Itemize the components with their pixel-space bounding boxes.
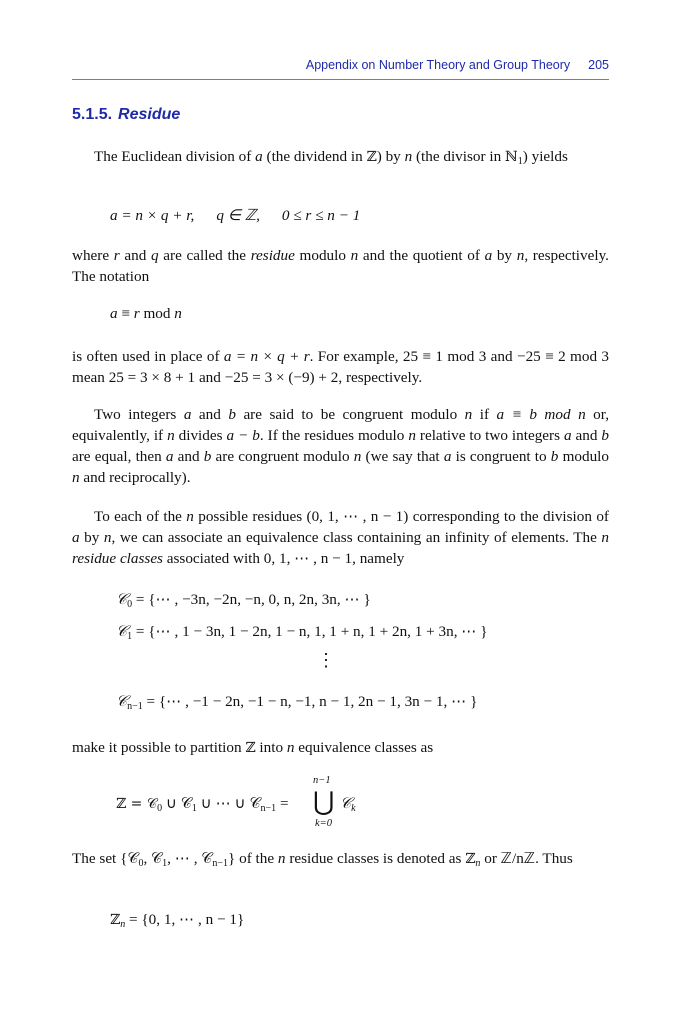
section-heading bbox=[72, 106, 180, 124]
paragraph-example: is often used in place of a = n × q + r. For example, 25 ≡ 1 mod 3 and −25 ≡ 2 mod 3 mean 25 = 3 × 8 + 1 and −25 = 3 × (−9) + 2, respectively. bbox=[72, 348, 609, 386]
running-head bbox=[72, 58, 609, 78]
paragraph-residue-definition: where r and q are called the residue modulo n and the quotient of a by n, respectively. The notation bbox=[72, 247, 609, 285]
section-number: 5.1.5. bbox=[72, 106, 113, 123]
equation-congruence-notation: a ≡ r mod n bbox=[110, 305, 182, 322]
paragraph-euclidean-division: The Euclidean division of a (the dividend in ℤ) by n (the divisor in ℕ$_1$) yields bbox=[94, 148, 568, 167]
union-upper-limit: n−1 bbox=[313, 775, 331, 786]
equation-partition: ℤ = 𝒞$_0$ ∪ 𝒞$_1$ ∪ ⋯ ∪ 𝒞$_{n-1}$ = bbox=[116, 795, 289, 814]
paragraph-congruence: Two integers a and b are said to be congruent modulo n if a ≡ b mod n or, equivalently, if n divides a − b. If the residues modulo n relative to two integers a and b are equal, then a and b are congruent modulo n (we say that a is congruent to b modulo n and reciprocally). bbox=[72, 406, 610, 486]
section-title: Residue bbox=[118, 106, 181, 123]
paragraph-residue-classes: To each of the n possible residues (0, 1, ⋯ , n − 1) corresponding to the division of a by n, we can associate an equivalence class containing an infinity of elements. The n residue classes associated with 0, 1, ⋯ , n − 1, namely bbox=[72, 508, 610, 567]
equation-class-c0: 𝒞$_0$ = {⋯ , −3n, −2n, −n, 0, n, 2n, 3n, ⋯ } bbox=[116, 590, 371, 610]
equation-division: a = n × q + r, q ∈ ℤ, 0 ≤ r ≤ n − 1 bbox=[110, 207, 361, 224]
equation-zn-set: ℤ$_n$ = {0, 1, ⋯ , n − 1} bbox=[110, 911, 245, 930]
term-residue-classes: residue classes bbox=[72, 550, 163, 567]
union-lower-limit: k=0 bbox=[315, 818, 332, 829]
big-union-symbol: ⋃ bbox=[313, 787, 335, 817]
equation-class-c1: 𝒞$_1$ = {⋯ , 1 − 3n, 1 − 2n, 1 − n, 1, 1 + n, 1 + 2n, 1 + 3n, ⋯ } bbox=[116, 622, 488, 642]
equation-class-cn-1: 𝒞$_{n-1}$ = {⋯ , −1 − 2n, −1 − n, −1, n − 1, 2n − 1, 3n − 1, ⋯ } bbox=[116, 692, 478, 712]
vertical-dots: ⋮ bbox=[317, 650, 335, 671]
page-number: 205 bbox=[588, 58, 609, 72]
paragraph-partition: make it possible to partition ℤ into n equivalence classes as bbox=[72, 739, 434, 756]
union-term: 𝒞$_k$ bbox=[340, 794, 356, 814]
paragraph-zn: The set {𝒞$_0$, 𝒞$_1$, ⋯ , 𝒞$_{n-1}$} of the n residue classes is denoted as ℤ$_n$ or ℤ/nℤ. Thus bbox=[72, 850, 573, 869]
header-rule bbox=[72, 79, 609, 80]
running-title: Appendix on Number Theory and Group Theory bbox=[305, 58, 571, 72]
term-residue: residue bbox=[250, 247, 295, 264]
